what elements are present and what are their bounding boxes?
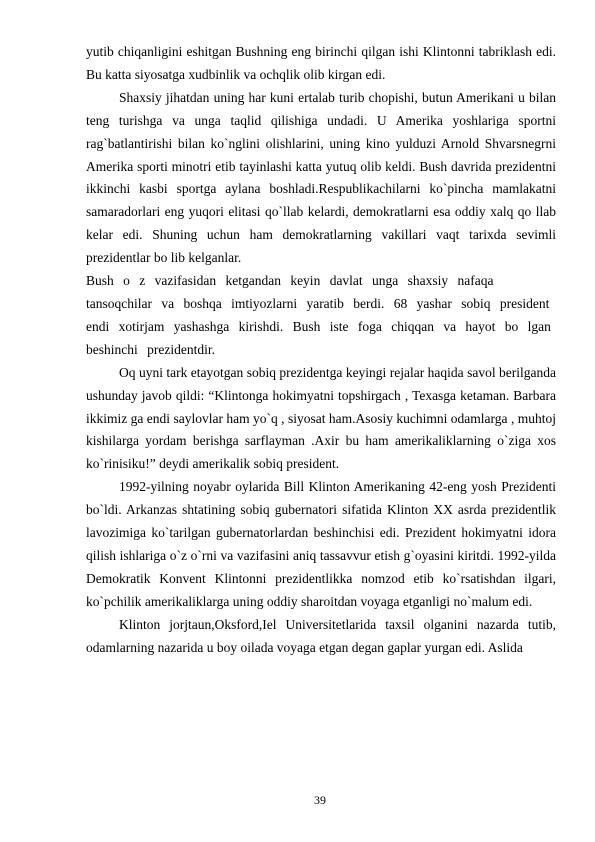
body-text xyxy=(86,41,556,659)
paragraph-bush-nafaqa: Bush o z vazifasidan ketgandan keyin davlat unga shaxsiy nafaqa tansoqchilar va boshqa imtiyozlarni yaratib berdi. 68 yashar sobiq president endi xotirjam yashashga kirishdi. Bush iste foga chiqqan va hayot bo lgan beshinchi prezidentdir. xyxy=(86,273,551,357)
paragraph-continuation: yutib chiqanligini eshitgan Bushning eng birinchi qilgan ishi Klintonni tabriklash edi. Bu katta siyosatga xudbinlik va ochqlik olib kirgan edi. xyxy=(86,44,556,82)
page-number: 39 xyxy=(314,793,326,807)
paragraph-oq-uy: Oq uyni tark etayotgan sobiq prezidentga keyingi rejalar haqida savol berilganda ushunday javob qildi: “Klintonga hokimyatni topshirgach , Texasga ketaman. Barbara ikkimiz ga endi saylovlar ham yo`q , siyosat ham.Asosiy kuchimni odamlarga , muhtoj kishilarga yordam berishga sarflayman .Axir bu ham amerikaliklarning o`ziga xos ko`rinisiku!” deydi amerikalik sobiq president. xyxy=(86,364,556,472)
paragraph-klinton-talim: Klinton jorjtaun,Oksford,Iel Universitetlarida taxsil olganini nazarda tutib, odamlarning nazarida u boy oilada voyaga etgan degan gaplar yurgan edi. Aslida xyxy=(86,616,556,655)
paragraph-shaxsiy: Shaxsiy jihatdan uning har kuni ertalab turib chopishi, butun Amerikani u bilan teng turishga va unga taqlid qilishiga undadi. U Amerika yoshlariga sportni rag`batlantirishi bilan ko`nglini olishlarini, uning kino yulduzi Arnold Shvarsnegrni Amerika sporti minotri etib tayinlashi katta yutuq olib keldi. Bush davrida prezidentni ikkinchi kasbi sportga aylana boshladi.Respublikachilarni ko`pincha mamlakatni samaradorlari eng yuqori elitasi qo`llab kelardi, demokratlarni esa oddiy xalq qo llab kelar edi. Shuning uchun ham demokratlarning vakillari vaqt tarixda sevimli prezidentlar bo lib kelganlar. xyxy=(86,89,556,266)
paragraph-1992: 1992-yilning noyabr oylarida Bill Klinton Amerikaning 42-eng yosh Prezidenti bo`ldi. Arkanzas shtatining sobiq gubernatori sifatida Klinton XX asrda prezidentlik lavozimiga ko`tarilgan gubernatorlardan beshinchisi edi. Prezident hokimyatni idora qilish ishlariga o`z o`rni va vazifasini aniq tassavvur etish g`oyasini kiritdi. 1992-yilda Demokratik Konvent Klintonni prezidentlikka nomzod etib ko`rsatishdan ilgari, ko`pchilik amerikaliklarga uning oddiy sharoitdan voyaga etganligi no`malum edi. xyxy=(86,479,556,609)
